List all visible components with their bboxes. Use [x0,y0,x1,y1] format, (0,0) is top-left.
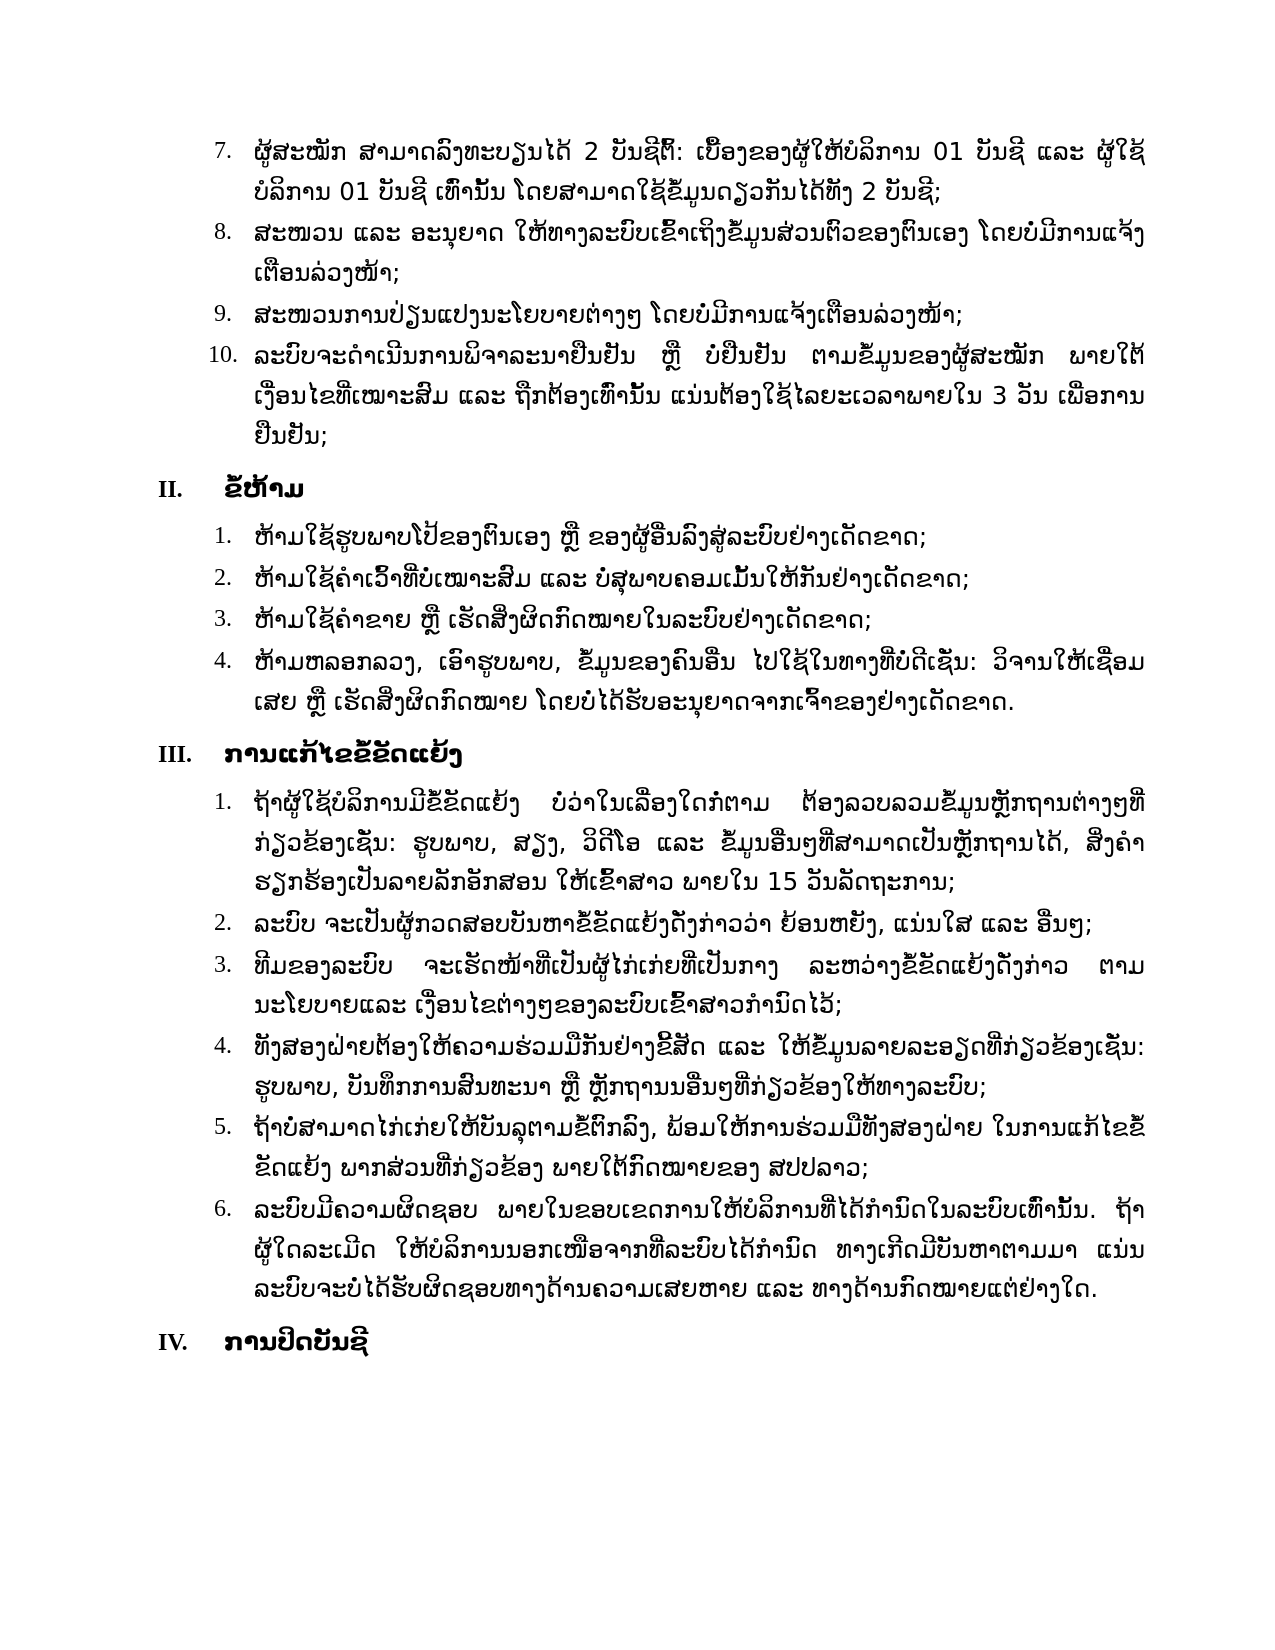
list-item-number: 7. [214,138,232,164]
list-item [208,559,1145,599]
list-item-number: 9. [214,300,232,327]
list-item-text: ລະບົບ ຈະເປັນຜູ້ກວດສອບບັນຫາຂໍ້ຂັດແຍ້ງດັ່ງກ່າວວ່າ ຍ້ອນຫຍັງ, ແນ່ນໃສ ແລະ ອື່ນໆ; [254,909,1093,938]
list-item-number: 1. [214,523,232,549]
list-item-text: ຫ້າມໃຊ້ຄຳຂາຍ ຫຼື ເຮັດສິ່ງຜິດກົດໝາຍໃນລະບົບຢ່າງເດັດຂາດ; [254,605,873,635]
list-item [208,642,1145,721]
section-iii-list-block [208,783,1145,1309]
list-item-text: ລະບົບມີຄວາມຜິດຊອບ ພາຍໃນຂອບເຂດການໃຫ້ບໍລິການທີ່ໄດ້ກຳນົດໃນລະບົບເທົ່ານັ້ນ. ຖ້າຜູ້ໃດລະເມີດ ໃຫ້ບໍລິການນອກເໜືອຈາກທີ່ລະບົບໄດ້ກຳນົດ ທາງເກີດມີບັນຫາຕາມມາ ແນ່ນລະບົບຈະບໍ່ໄດ້ຮັບຜິດຊອບທາງດ້ານຄວາມເສຍຫາຍ ແລະ ທາງດ້ານກົດໝາຍແຕ່ຢ່າງໃດ. [254,1194,1145,1304]
list-item [208,336,1145,455]
list-item [208,132,1145,211]
section-title: ຂໍ້ຫ້າມ [224,473,305,503]
section-iii-numbered-list [208,783,1145,1309]
section-ii-numbered-list [208,517,1145,721]
list-item-text: ລະບົບຈະດຳເນີນການພິຈາລະນາຢືນຢັນ ຫຼື ບໍ່ຢືນຢັນ ຕາມຂໍ້ມູນຂອງຜູ້ສະໝັກ ພາຍໃຕ້ເງື່ອນໄຂທີ່ເໝາະສົມ ແລະ ຖືກຕ້ອງເທົ່ານັ້ນ ແນ່ນຕ້ອງໃຊ້ໄລຍະເວລາພາຍໃນ 3 ວັນ ເພື່ອການຢືນຢັນ; [254,341,1145,450]
list-item [208,783,1145,902]
list-item-text: ຫ້າມໃຊ້ຮູບພາບໂປ້ຂອງຕົນເອງ ຫຼື ຂອງຜູ້ອື່ນລົງສູ່ລະບົບຢ່າງເດັດຂາດ; [254,522,928,551]
list-item [208,517,1145,557]
list-item-text: ຫ້າມຫລອກລວງ, ເອົາຮູບພາບ, ຂໍ້ມູນຂອງຄົນອື່ນ ໄປໃຊ້ໃນທາງທີ່ບໍ່ດີເຊັ່ນ: ວິຈານໃຫ້ເຊື່ອມເສຍ ຫຼື ເຮັດສິ່ງຜິດກົດໝາຍ ໂດຍບໍ່ໄດ້ຮັບອະນຸຍາດຈາກເຈົ້າຂອງຢ່າງເດັດຂາດ. [254,647,1145,716]
list-item [208,1108,1145,1187]
section-number: III. [158,742,193,769]
list-item [208,1190,1145,1309]
list-item [208,904,1145,944]
list-item-number: 6. [214,1195,232,1222]
list-item-text: ຜູ້ສະໝັກ ສາມາດລົງທະບຽນໄດ້ 2 ບັນຊີຕົ້: ເບື້ອງຂອງຜູ້ໃຫ້ບໍລິການ 01 ບັນຊີ ແລະ ຜູ້ໃຊ້ບໍລິການ 01 ບັນຊີ ເທົ່ານັ້ນ ໂດຍສາມາດໃຊ້ຂໍ້ມູນດຽວກັນໄດ້ທັງ 2 ບັນຊີ; [254,137,1145,206]
section-heading-ii [150,470,1145,508]
list-item [208,946,1145,1025]
list-item-text: ທັງສອງຝ່າຍຕ້ອງໃຫ້ຄວາມຮ່ວມມືກັນຢ່າງຂີ້ສັດ ແລະ ໃຫ້ຂໍ້ມູນລາຍລະອຽດທີ່ກ່ຽວຂ້ອງເຊັ່ນ: ຮູບພາບ, ບັນທຶກການສົນທະນາ ຫຼື ຫຼັກຖານນອື່ນໆທີ່ກ່ຽວຂ້ອງໃຫ້ທາງລະບົບ; [254,1032,1145,1101]
section-number: II. [158,476,183,503]
section-heading-iii [150,735,1145,773]
list-item-text: ຫ້າມໃຊ້ຄຳເວົ້າທີ່ບໍ່ເໝາະສົມ ແລະ ບໍ່ສຸພາບຄອມເມັ້ນໃຫ້ກັນຢ່າງເດັດຂາດ; [254,563,970,593]
list-item-text: ຖ້າຜູ້ໃຊ້ບໍລິການມີຂໍ້ຂັດແຍ້ງ ບໍ່ວ່າໃນເລື່ອງໃດກໍ່ຕາມ ຕ້ອງລວບລວມຂໍ້ມູນຫຼັກຖານຕ່າງໆທີ່ກ່ຽວຂ້ອງເຊັ່ນ: ຮູບພາບ, ສຽງ, ວິດີໂອ ແລະ ຂໍ້ມູນອື່ນໆທີ່ສາມາດເປັນຫຼັກຖານໄດ້, ສິ່ງຄຳຮຽກຮ້ອງເປັນລາຍລັກອັກສອນ ໃຫ້ເຂົ້າສາວ ພາຍໃນ 15 ວັນລັດຖະການ; [254,787,1145,897]
list-item-number: 2. [214,564,232,591]
list-item-number: 3. [214,606,232,633]
list-item-number: 3. [214,951,232,978]
list-item-number: 4. [214,648,232,675]
section-ii-list-block [208,517,1145,721]
list-item-text: ສະໜວນ ແລະ ອະນຸຍາດ ໃຫ້ທາງລະບົບເຂົ້າເຖິງຂໍ້ມູນສ່ວນຕົວຂອງຕົນເອງ ໂດຍບໍ່ມີການແຈ້ງເຕືອນລ່ວງໜ້າ; [254,218,1145,288]
continued-list-block [208,132,1145,456]
list-item-number: 4. [214,1033,232,1060]
list-item-text: ຖ້າບໍ່ສາມາດໄກ່ເກ່ຍໃຫ້ບັນລຸຕາມຂໍ້ຕົກລົງ, ພ້ອມໃຫ້ການຮ່ວມມືທັງສອງຝ່າຍ ໃນການແກ້ໄຂຂໍ້ຂັດແຍ້ງ ພາກສ່ວນທີ່ກ່ຽວຂ້ອງ ພາຍໃຕ້ກົດໝາຍຂອງ ສປປລາວ; [254,1113,1145,1183]
list-item-text: ທີມຂອງລະບົບ ຈະເຮັດໜ້າທີ່ເປັນຜູ້ໄກ່ເກ່ຍທີ່ເປັນກາງ ລະຫວ່າງຂໍ້ຂັດແຍ້ງດັ່ງກ່າວ ຕາມນະໂຍບາຍແລະ ເງື່ອນໄຂຕ່າງໆຂອງລະບົບເຂົ້າສາວກຳນົດໄວ້; [254,950,1145,1020]
list-item-number: 8. [214,219,232,246]
list-item [208,1027,1145,1106]
section-heading-iv [150,1323,1145,1361]
list-item-text: ສະໜວນການປ່ຽນແປງນະໂຍບາຍຕ່າງໆ ໂດຍບໍ່ມີການແຈ້ງເຕືອນລ່ວງໜ້າ; [254,299,964,329]
section-title: ການປິດບັນຊີ [224,1326,369,1356]
list-item-number: 5. [214,1114,232,1141]
list-item-number: 2. [214,910,232,936]
continued-numbered-list [208,132,1145,456]
list-item [208,213,1145,292]
list-item-number: 1. [214,788,232,815]
section-number: IV. [158,1329,188,1356]
section-title: ການແກ້ໄຂຂໍ້ຂັດແຍ້ງ [224,739,463,769]
list-item [208,295,1145,335]
list-item-number: 10. [208,342,238,369]
list-item [208,600,1145,640]
